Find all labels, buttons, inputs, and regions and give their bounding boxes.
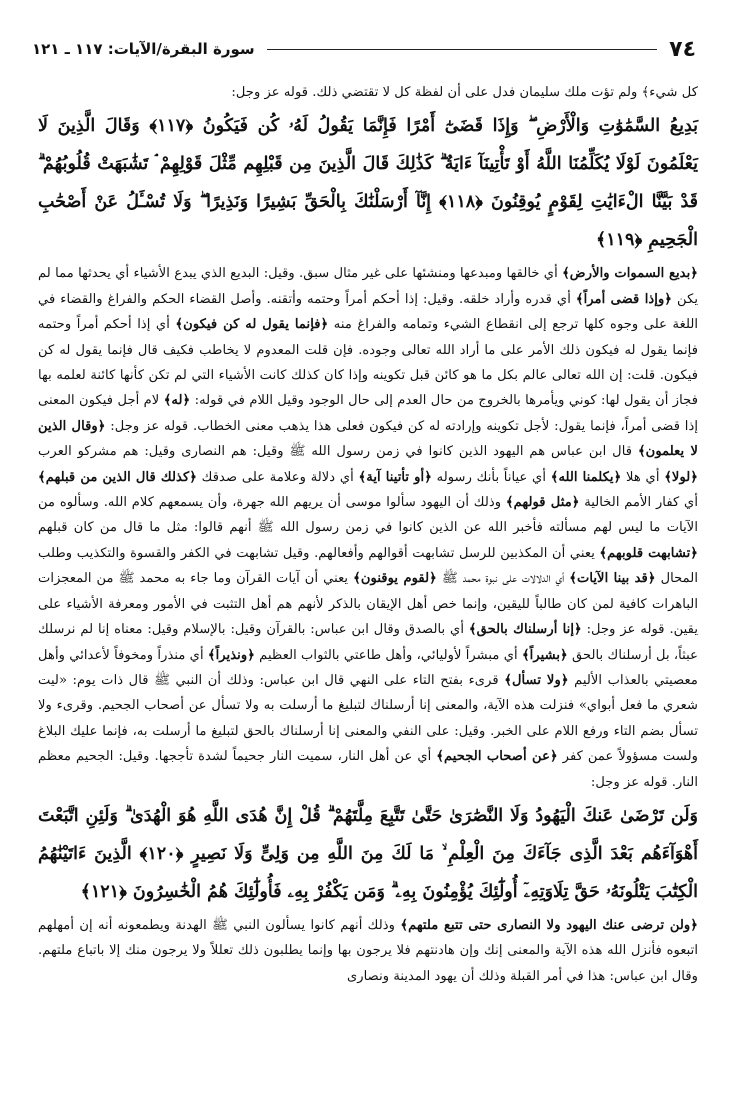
verse-quote: ﴿إنا أرسلناك بالحق﴾ [468, 622, 582, 638]
verse-quote: ﴿أو تأتينا آية﴾ [358, 469, 432, 485]
commentary-text: أي قدره وأراد خلقه. وقيل: إذا أحكم أمراً وحتمه وأتقنه. وأصل القضاء الحكم والفراغ والقضاء في اللغة على وجوه كلها ترجع إلى انقطاع الشيء وتمامه والفراغ منه [38, 291, 698, 333]
commentary-120 [38, 913, 698, 989]
verse-quote: ﴿فإنما يقول له كن فيكون﴾ [175, 317, 329, 333]
commentary-text: يعني أن المكذبين للرسل تشابهت أقوالهم وأفعالهم. وقيل تشابهت في الكفر والقسوة والتكذيب وطلب المحال [38, 545, 698, 587]
page-content [38, 80, 698, 989]
page-number: ٧٤ [669, 36, 696, 62]
quran-verses-120-121: وَلَن تَرْضَىٰ عَنكَ الْيَهُودُ وَلَا النَّصَٰرَىٰ حَتَّىٰ تَتَّبِعَ مِلَّتَهُمْ ۗ قُلْ إِنَّ هُدَى اللَّهِ هُوَ الْهُدَىٰ ۗ وَلَئِنِ اتَّبَعْتَ أَهْوَآءَهُم بَعْدَ الَّذِى جَآءَكَ مِنَ الْعِلْمِ ۙ مَا لَكَ مِنَ اللَّهِ مِن وَلِىٍّ وَلَا نَصِيرٍ ﴿١٢٠﴾ الَّذِينَ ءَاتَيْنَٰهُمُ الْكِتَٰبَ يَتْلُونَهُۥ حَقَّ تِلَاوَتِهِۦٓ أُولَٰٓئِكَ يُؤْمِنُونَ بِهِۦ ۗ وَمَن يَكْفُرْ بِهِۦ فَأُولَٰٓئِكَ هُمُ الْخَٰسِرُونَ ﴿١٢١﴾ [38, 805, 698, 902]
verse-quote: ﴿عن أصحاب الجحيم﴾ [436, 749, 558, 765]
commentary-text: لام أجل فيكون المعنى إذا قضى أمراً، فإنما يقول: لأجل تكوينه وإرادته له كن فيكون فعلى هذا يذهب معنى الخطاب. قوله عز وجل: [38, 393, 698, 434]
commentary-text: أي منذراً ومخوفاً لأعدائي وأهل معصيتي بالعذاب الأليم [38, 647, 698, 688]
verse-quote: ﴿بديع السموات والأرض﴾ [562, 266, 698, 282]
running-title: سورة البقرة/الآيات: ١١٧ ـ ١٢١ [32, 40, 255, 58]
commentary-text: أي بالصدق وقال ابن عباس: بالقرآن وقيل: بالإسلام وقيل: معناه إنا لم نرسلك عبثاً، بل أرسلناك بالحق [38, 622, 699, 663]
commentary-text: وذلك أن اليهود سألوا موسى أن يريهم الله جهرة، وأن يسمعهم كلام الله. وسألوه من الآيات ما ليس لهم مسألته فأخبر الله عن الذين كانوا في زمن رسول الله ﷺ أنهم قالوا: مثل ما قال من كان قبلهم [38, 495, 698, 536]
verse-quote: ﴿لقوم يوقنون﴾ [353, 571, 437, 587]
verse-quote: ﴿بشيراً﴾ [521, 647, 568, 663]
verse-quote: ﴿وإذا قضى أمراً﴾ [575, 291, 673, 307]
verse-quote: ﴿مثل قولهم﴾ [505, 495, 580, 511]
commentary-text: أي مبشراً لأوليائي، وأهل طاعتي بالثواب العظيم [254, 647, 522, 663]
verse-quote: ﴿ولا تسأل﴾ [504, 672, 569, 688]
commentary-117-119 [38, 261, 698, 795]
header-rule [267, 49, 658, 50]
verse-quote: ﴿قد بينا الآيات﴾ [569, 571, 656, 587]
commentary-text: أي هلا [621, 469, 665, 485]
commentary-text: قرىء بفتح التاء على النهي قال ابن عباس: وذلك أن النبي ﷺ قال ذات يوم: «ليت شعري ما فعل أبواي» فنزلت هذه الآية، والمعنى إنا أرسلناك لتبليغ ما أرسلت به ولا تسأل عن أصحاب الجحيم. وقرىء ولا تسأل بضم التاء ورفع اللام على الخبر. وقيل: على النفي والمعنى إنا أرسلناك بالحق لتبليغ ما أرسلت به، فإنما عليك البلاغ ولست مسؤولاً عمن كفر [38, 672, 698, 765]
commentary-text: أي عن أهل النار، سميت النار جحيماً لشدة تأججها. وقيل: الجحيم معظم النار. قوله عز وجل: [38, 749, 698, 790]
page-header [32, 34, 696, 64]
commentary-text: أي كفار الأمم الخالية [579, 495, 698, 511]
verse-quote: ﴿كذلك قال الذين من قبلهم﴾ [38, 469, 197, 485]
commentary-text: أي إذا أحكم أمراً وحتمه فإنما يقول له فيكون ذلك الأمر على ما أراد الله تعالى وجوده. فإن قلت المعدوم لا يخاطب فكيف قال فإنما يقول له كن فيكون. قلت: إن الله تعالى عالم بكل ما هو كائن قبل تكوينه وإذا كان كذلك كانت الأشياء التي لم تكن كأنها كائنة لعلمه بها فجاز أن يقول لها: كوني ويأمرها بالخروج من حال العدم إلى حال الوجود وقيل اللام في قوله: [38, 317, 698, 409]
verse-quote: ﴿لولا﴾ [664, 469, 699, 485]
commentary-text: يعني أن آيات القرآن وما جاء به محمد ﷺ من المعجزات الباهرات كافية لمن كان طالباً لليقين، وإنما خص أهل الإيقان بالذكر لأنهم هم أهل التثبت في الأمور ومعرفة الأشياء على يقين. قوله عز وجل: [38, 571, 699, 638]
commentary-text: أي دلالة وعلامة على صدقك [196, 469, 359, 485]
commentary-text: أي الدلالات على نبوة محمد ﷺ [436, 571, 570, 587]
verse-quote: ﴿ولن ترضى عنك اليهود ولا النصارى حتى تتبع ملتهم﴾ [400, 917, 698, 933]
verse-quote: ﴿تشابهت قلوبهم﴾ [599, 545, 698, 561]
commentary-text: أي خالقها ومبدعها ومنشئها على غير مثال سبق. وقيل: البديع الذي يبدع الأشياء أي يحدثها مما لم يكن [38, 266, 699, 307]
paragraph-intro: كل شيء﴾ ولم تؤت ملك سليمان فدل على أن لفظة كل لا تقتضي ذلك. قوله عز وجل: [231, 85, 698, 100]
verse-quote: ﴿ونذيراً﴾ [207, 647, 255, 663]
commentary-text: أي عياناً بأنك رسوله [431, 469, 551, 485]
commentary-text: وذلك أنهم كانوا يسألون النبي ﷺ الهدنة ويطمعونه أنه إن أمهلهم اتبعوه فأنزل الله هذه الآية والمعنى إنك وإن هادنتهم فلا يرجون بها وإنما يطلبون ذلك تعللاً ولا يرجون منك إلا باتباع ملتهم. وقال ابن عباس: هذا في أمر القبلة وذلك أن يهود المدينة ونصارى [38, 917, 698, 984]
commentary-text: قال ابن عباس هم اليهود الذين كانوا في زمن رسول الله ﷺ وقيل: هم النصارى وقيل: هم مشركو العرب [38, 444, 638, 460]
verse-quote: ﴿وقال الذين لا يعلمون﴾ [38, 418, 699, 460]
quran-verses-117-119: بَدِيعُ السَّمَٰوَٰتِ وَالْأَرْضِ ۖ وَإِذَا قَضَىٰٓ أَمْرًا فَإِنَّمَا يَقُولُ لَهُۥ كُن فَيَكُونُ ﴿١١٧﴾ وَقَالَ الَّذِينَ لَا يَعْلَمُونَ لَوْلَا يُكَلِّمُنَا اللَّهُ أَوْ تَأْتِينَآ ءَايَةٌ ۗ كَذَٰلِكَ قَالَ الَّذِينَ مِن قَبْلِهِم مِّثْلَ قَوْلِهِمْ ۘ تَشَٰبَهَتْ قُلُوبُهُمْ ۗ قَدْ بَيَّنَّا الْءَايَٰتِ لِقَوْمٍ يُوقِنُونَ ﴿١١٨﴾ إِنَّآ أَرْسَلْنَٰكَ بِالْحَقِّ بَشِيرًا وَنَذِيرًا ۖ وَلَا تُسْـَٔلُ عَنْ أَصْحَٰبِ الْجَحِيمِ ﴿١١٩﴾ [38, 116, 699, 251]
verse-quote: ﴿يكلمنا الله﴾ [550, 469, 622, 485]
verse-quote: ﴿له﴾ [163, 393, 191, 409]
